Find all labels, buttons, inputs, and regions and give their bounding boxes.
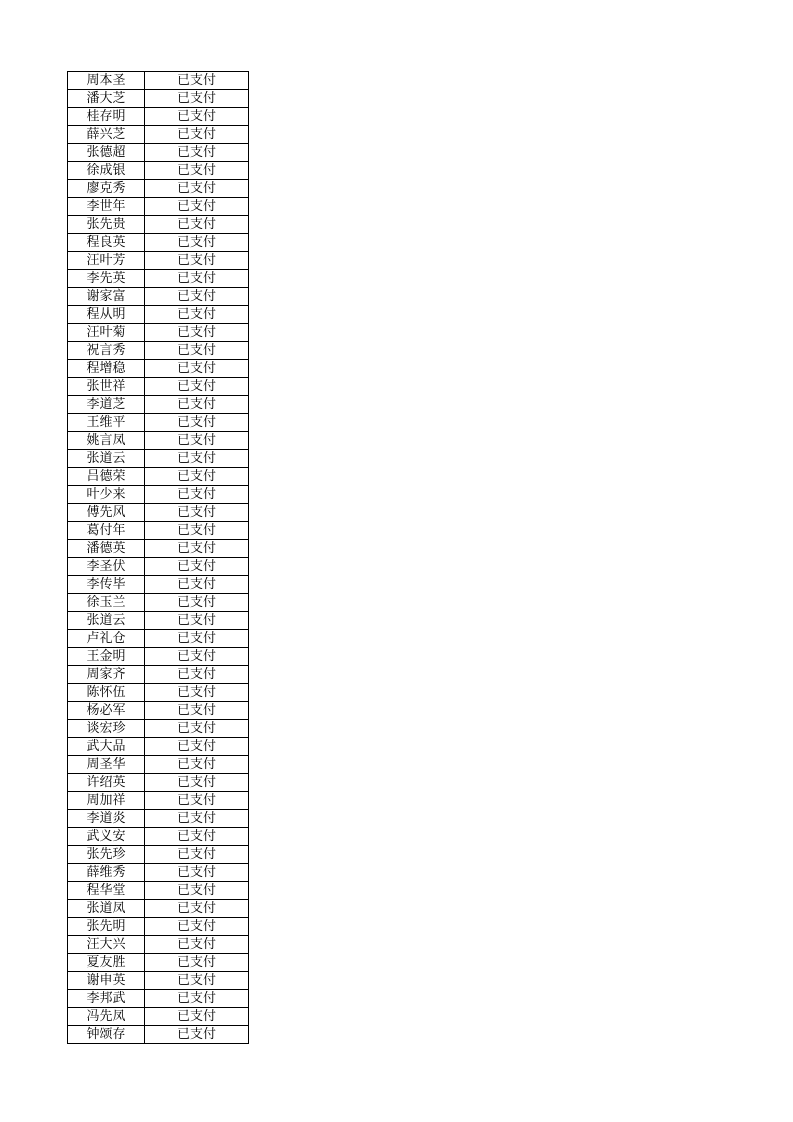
payment-status-cell[interactable]: 已支付 [145, 558, 249, 576]
name-cell[interactable]: 周本圣 [68, 72, 145, 90]
name-cell[interactable]: 潘德英 [68, 540, 145, 558]
table-row [68, 882, 249, 900]
payment-status-cell[interactable]: 已支付 [145, 342, 249, 360]
name-cell[interactable]: 徐玉兰 [68, 594, 145, 612]
name-cell[interactable]: 叶少来 [68, 486, 145, 504]
name-cell[interactable]: 李邦武 [68, 990, 145, 1008]
payment-status-cell[interactable]: 已支付 [145, 126, 249, 144]
name-cell[interactable]: 廖克秀 [68, 180, 145, 198]
payment-status-cell[interactable]: 已支付 [145, 684, 249, 702]
name-cell[interactable]: 许绍英 [68, 774, 145, 792]
table-row [68, 198, 249, 216]
name-cell[interactable]: 程良英 [68, 234, 145, 252]
table-row [68, 378, 249, 396]
table-row [68, 90, 249, 108]
payment-status-cell[interactable]: 已支付 [145, 432, 249, 450]
payment-status-cell[interactable]: 已支付 [145, 612, 249, 630]
payment-status-cell[interactable]: 已支付 [145, 324, 249, 342]
table-row [68, 792, 249, 810]
table-row [68, 414, 249, 432]
name-cell[interactable]: 周家齐 [68, 666, 145, 684]
payment-status-cell[interactable]: 已支付 [145, 738, 249, 756]
table-row [68, 252, 249, 270]
payment-status-cell[interactable]: 已支付 [145, 306, 249, 324]
payment-status-cell[interactable]: 已支付 [145, 540, 249, 558]
name-cell[interactable]: 张世祥 [68, 378, 145, 396]
name-cell[interactable]: 汪大兴 [68, 936, 145, 954]
name-cell[interactable]: 张德超 [68, 144, 145, 162]
table-row [68, 306, 249, 324]
payment-status-cell[interactable]: 已支付 [145, 522, 249, 540]
table-row [68, 936, 249, 954]
table-row [68, 684, 249, 702]
name-cell[interactable]: 程华堂 [68, 882, 145, 900]
payment-status-cell[interactable]: 已支付 [145, 360, 249, 378]
payment-status-cell[interactable]: 已支付 [145, 180, 249, 198]
payment-status-cell[interactable]: 已支付 [145, 90, 249, 108]
table-row [68, 126, 249, 144]
payment-status-cell[interactable]: 已支付 [145, 504, 249, 522]
payment-status-cell[interactable]: 已支付 [145, 414, 249, 432]
table-row [68, 774, 249, 792]
table-row [68, 504, 249, 522]
name-cell[interactable]: 武义安 [68, 828, 145, 846]
payment-status-cell[interactable]: 已支付 [145, 846, 249, 864]
name-cell[interactable]: 姚言凤 [68, 432, 145, 450]
payment-status-cell[interactable]: 已支付 [145, 594, 249, 612]
payment-status-cell[interactable]: 已支付 [145, 972, 249, 990]
table-row [68, 144, 249, 162]
payment-status-cell[interactable]: 已支付 [145, 450, 249, 468]
name-cell[interactable]: 程增稳 [68, 360, 145, 378]
table-row [68, 846, 249, 864]
payment-status-cell[interactable]: 已支付 [145, 828, 249, 846]
name-cell[interactable]: 李道炎 [68, 810, 145, 828]
table-row [68, 756, 249, 774]
name-cell[interactable]: 薛维秀 [68, 864, 145, 882]
table-row [68, 180, 249, 198]
table-row [68, 594, 249, 612]
payment-status-cell[interactable]: 已支付 [145, 774, 249, 792]
payment-status-cell[interactable]: 已支付 [145, 216, 249, 234]
table-row [68, 234, 249, 252]
table-row [68, 450, 249, 468]
payment-status-cell[interactable]: 已支付 [145, 72, 249, 90]
table-row [68, 522, 249, 540]
table-row [68, 810, 249, 828]
table-row [68, 954, 249, 972]
name-cell[interactable]: 张道云 [68, 450, 145, 468]
payment-status-cell[interactable]: 已支付 [145, 900, 249, 918]
name-cell[interactable]: 谢申英 [68, 972, 145, 990]
name-cell[interactable]: 王金明 [68, 648, 145, 666]
payment-status-cell[interactable]: 已支付 [145, 864, 249, 882]
table-row [68, 612, 249, 630]
payment-table-body [68, 72, 249, 1044]
payment-table [67, 71, 249, 1044]
payment-status-cell[interactable]: 已支付 [145, 810, 249, 828]
name-cell[interactable]: 葛付年 [68, 522, 145, 540]
payment-status-cell[interactable]: 已支付 [145, 144, 249, 162]
table-row [68, 540, 249, 558]
table-row [68, 702, 249, 720]
table-row [68, 342, 249, 360]
name-cell[interactable]: 桂存明 [68, 108, 145, 126]
table-row [68, 972, 249, 990]
name-cell[interactable]: 张道云 [68, 612, 145, 630]
table-row [68, 576, 249, 594]
name-cell[interactable]: 张先明 [68, 918, 145, 936]
name-cell[interactable]: 王维平 [68, 414, 145, 432]
name-cell[interactable]: 谢家富 [68, 288, 145, 306]
name-cell[interactable]: 杨必军 [68, 702, 145, 720]
table-row [68, 864, 249, 882]
name-cell[interactable]: 李世年 [68, 198, 145, 216]
payment-status-cell[interactable]: 已支付 [145, 720, 249, 738]
payment-status-cell[interactable]: 已支付 [145, 162, 249, 180]
payment-status-cell[interactable]: 已支付 [145, 936, 249, 954]
name-cell[interactable]: 祝言秀 [68, 342, 145, 360]
table-row [68, 990, 249, 1008]
name-cell[interactable]: 李先英 [68, 270, 145, 288]
table-row [68, 558, 249, 576]
payment-status-cell[interactable]: 已支付 [145, 198, 249, 216]
name-cell[interactable]: 李传毕 [68, 576, 145, 594]
name-cell[interactable]: 傅先风 [68, 504, 145, 522]
name-cell[interactable]: 汪叶芳 [68, 252, 145, 270]
payment-status-cell[interactable]: 已支付 [145, 756, 249, 774]
payment-status-cell[interactable]: 已支付 [145, 270, 249, 288]
table-row [68, 108, 249, 126]
table-row [68, 432, 249, 450]
table-row [68, 396, 249, 414]
name-cell[interactable]: 张先珍 [68, 846, 145, 864]
payment-status-cell[interactable]: 已支付 [145, 108, 249, 126]
payment-status-cell[interactable]: 已支付 [145, 702, 249, 720]
name-cell[interactable]: 徐成银 [68, 162, 145, 180]
name-cell[interactable]: 陈怀伍 [68, 684, 145, 702]
name-cell[interactable]: 吕德荣 [68, 468, 145, 486]
name-cell[interactable]: 谈宏珍 [68, 720, 145, 738]
name-cell[interactable]: 卢礼仓 [68, 630, 145, 648]
table-row [68, 162, 249, 180]
payment-status-cell[interactable]: 已支付 [145, 954, 249, 972]
table-row [68, 1008, 249, 1026]
name-cell[interactable]: 张道凤 [68, 900, 145, 918]
table-row [68, 270, 249, 288]
payment-status-cell[interactable]: 已支付 [145, 918, 249, 936]
name-cell[interactable]: 周加祥 [68, 792, 145, 810]
name-cell[interactable]: 潘大芝 [68, 90, 145, 108]
payment-status-cell[interactable]: 已支付 [145, 792, 249, 810]
name-cell[interactable]: 夏友胜 [68, 954, 145, 972]
table-row [68, 900, 249, 918]
payment-status-cell[interactable]: 已支付 [145, 468, 249, 486]
payment-status-cell[interactable]: 已支付 [145, 378, 249, 396]
payment-status-cell[interactable]: 已支付 [145, 1026, 249, 1044]
name-cell[interactable]: 冯先凤 [68, 1008, 145, 1026]
name-cell[interactable]: 程从明 [68, 306, 145, 324]
table-row [68, 486, 249, 504]
table-row [68, 324, 249, 342]
payment-status-cell[interactable]: 已支付 [145, 1008, 249, 1026]
payment-status-cell[interactable]: 已支付 [145, 288, 249, 306]
table-row [68, 288, 249, 306]
payment-status-cell[interactable]: 已支付 [145, 252, 249, 270]
payment-status-cell[interactable]: 已支付 [145, 576, 249, 594]
table-row [68, 630, 249, 648]
table-row [68, 648, 249, 666]
table-row [68, 666, 249, 684]
payment-status-cell[interactable]: 已支付 [145, 396, 249, 414]
name-cell[interactable]: 李道芝 [68, 396, 145, 414]
table-row [68, 918, 249, 936]
table-row [68, 720, 249, 738]
name-cell[interactable]: 李圣伏 [68, 558, 145, 576]
table-row [68, 738, 249, 756]
table-row [68, 216, 249, 234]
name-cell[interactable]: 钟颂存 [68, 1026, 145, 1044]
name-cell[interactable]: 薛兴芝 [68, 126, 145, 144]
payment-status-cell[interactable]: 已支付 [145, 990, 249, 1008]
payment-status-cell[interactable]: 已支付 [145, 666, 249, 684]
table-row [68, 828, 249, 846]
payment-status-cell[interactable]: 已支付 [145, 882, 249, 900]
payment-status-cell[interactable]: 已支付 [145, 648, 249, 666]
name-cell[interactable]: 武大品 [68, 738, 145, 756]
name-cell[interactable]: 周圣华 [68, 756, 145, 774]
payment-status-cell[interactable]: 已支付 [145, 630, 249, 648]
name-cell[interactable]: 汪叶菊 [68, 324, 145, 342]
payment-status-cell[interactable]: 已支付 [145, 486, 249, 504]
table-row [68, 72, 249, 90]
name-cell[interactable]: 张先贵 [68, 216, 145, 234]
table-row [68, 468, 249, 486]
table-row [68, 360, 249, 378]
table-row [68, 1026, 249, 1044]
payment-status-cell[interactable]: 已支付 [145, 234, 249, 252]
